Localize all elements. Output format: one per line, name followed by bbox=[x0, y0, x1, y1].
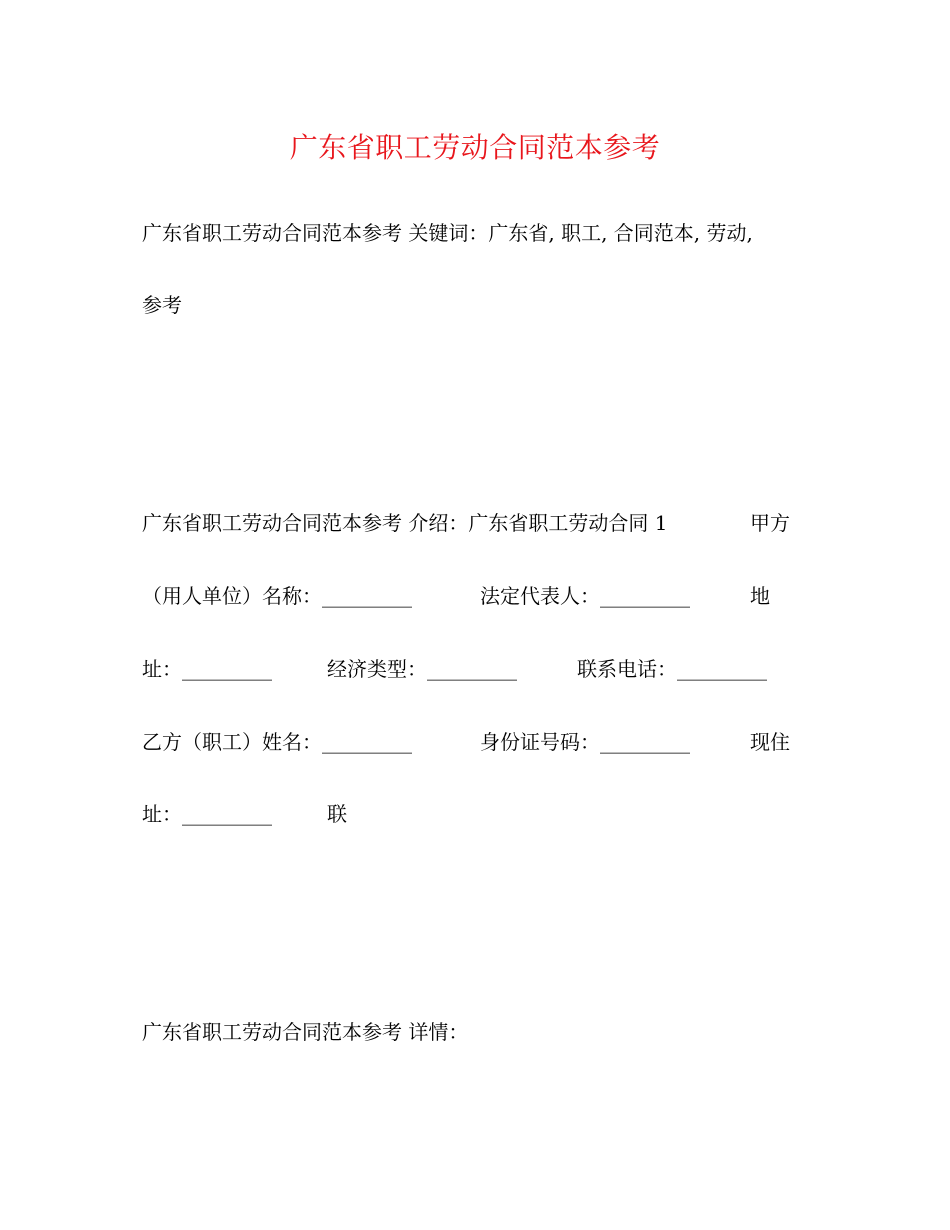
legal-representative-field: 法定代表人：_________ bbox=[480, 584, 690, 608]
employer-address-field: 址：_________ bbox=[142, 657, 272, 681]
keywords-line-1: 广东省职工劳动合同范本参考 关键词：广东省, 职工, 合同范本, 劳动, bbox=[142, 221, 753, 245]
party-a-label: 甲方 bbox=[750, 511, 790, 535]
intro-label: 广东省职工劳动合同范本参考 介绍：广东省职工劳动合同 1 bbox=[142, 511, 668, 535]
keywords-line-2: 参考 bbox=[142, 293, 182, 317]
employee-name-field: 乙方（职工）姓名：_________ bbox=[142, 730, 412, 754]
current-address-label-start: 现住 bbox=[750, 730, 790, 754]
economic-type-field: 经济类型：_________ bbox=[327, 657, 517, 681]
contact-phone-field: 联系电话：_________ bbox=[577, 657, 767, 681]
employee-address-field: 址：_________ bbox=[142, 802, 272, 826]
details-label: 广东省职工劳动合同范本参考 详情： bbox=[142, 1020, 469, 1044]
intro-line-5 bbox=[0, 799, 950, 829]
document-title: 广东省职工劳动合同范本参考 bbox=[289, 131, 661, 164]
intro-line-3 bbox=[0, 654, 950, 684]
intro-line-4 bbox=[0, 727, 950, 757]
contact-label-start: 联 bbox=[327, 802, 347, 826]
intro-line-2 bbox=[0, 581, 950, 611]
intro-line-1 bbox=[0, 508, 950, 538]
employer-name-field: （用人单位）名称：_________ bbox=[142, 584, 412, 608]
id-number-field: 身份证号码：_________ bbox=[480, 730, 690, 754]
address-label-start: 地 bbox=[750, 584, 770, 608]
